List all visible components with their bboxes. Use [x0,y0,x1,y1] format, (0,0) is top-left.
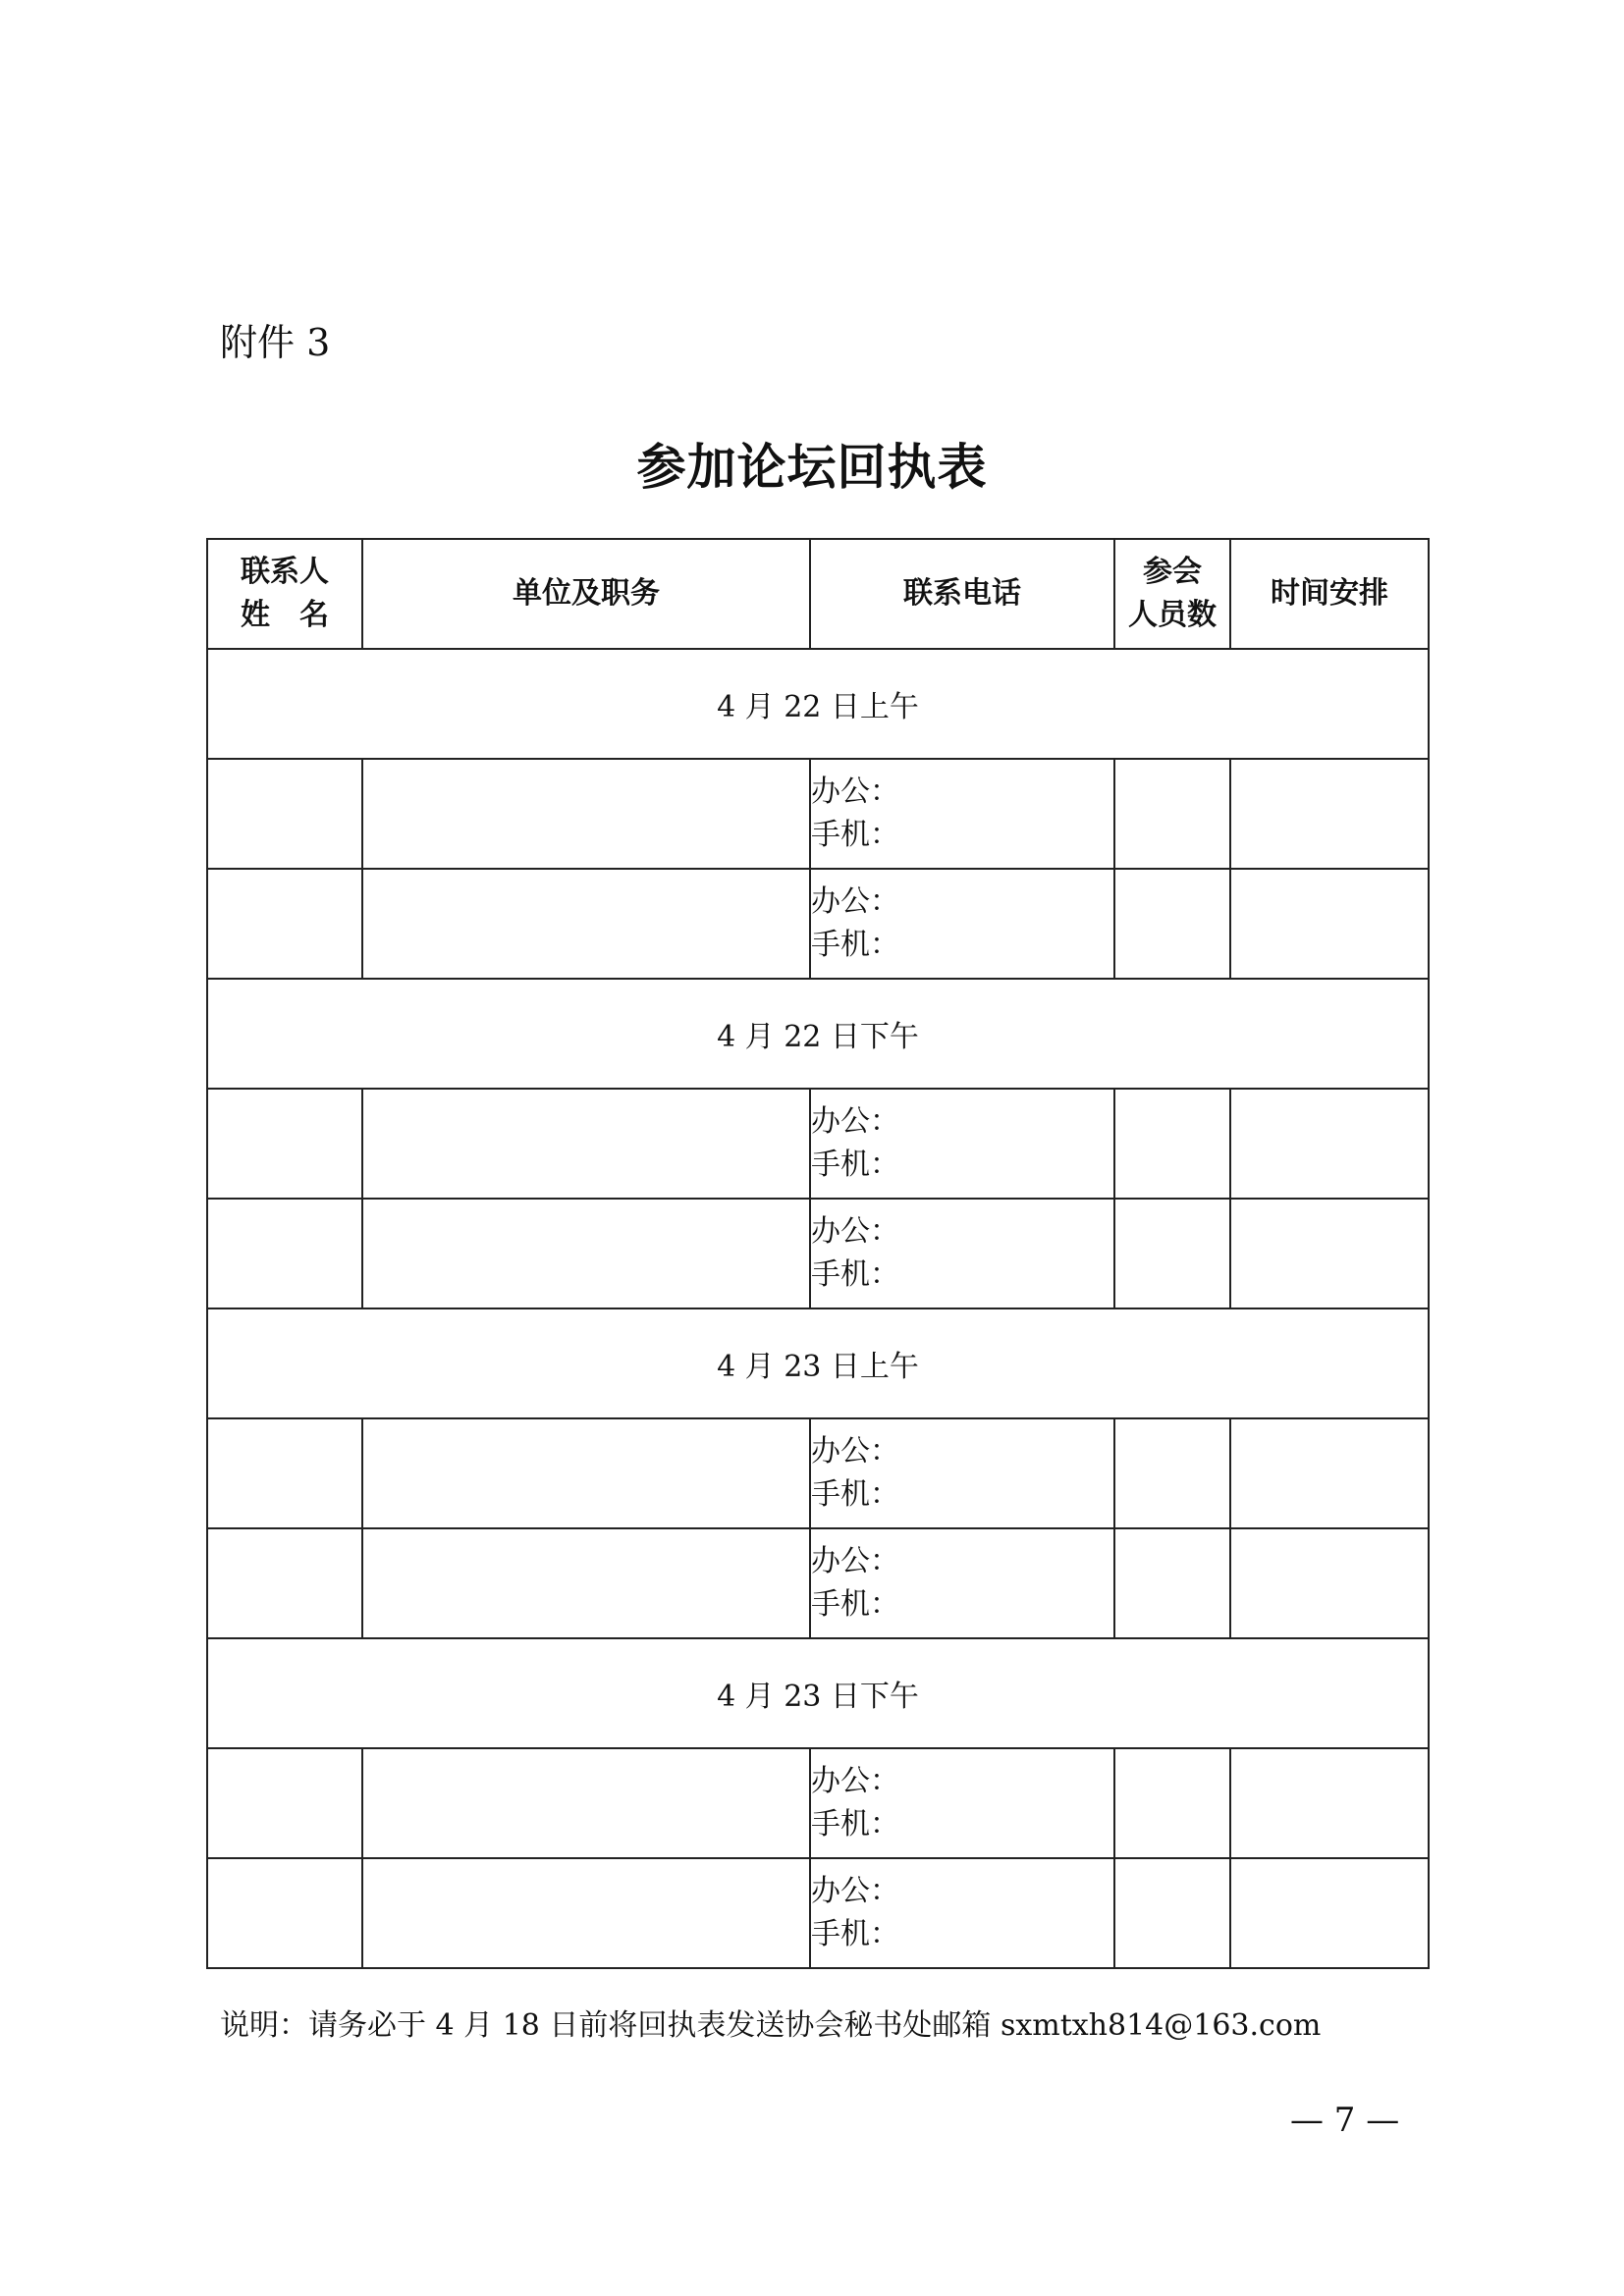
attendees-cell[interactable] [1114,1418,1230,1528]
contact-name-cell[interactable] [207,869,362,979]
office-label: 办公： [811,1874,899,1908]
mobile-label: 手机： [811,1807,899,1842]
table-row [207,1858,1429,1968]
phone-cell[interactable] [810,1418,1114,1528]
mobile-label: 手机： [811,928,899,962]
unit-position-cell[interactable] [362,1528,810,1638]
header-phone: 联系电话 [810,539,1114,649]
header-attendees [1114,539,1230,649]
attendees-cell[interactable] [1114,759,1230,869]
section-row [207,1308,1429,1418]
header-attendees-line2: 人员数 [1128,598,1217,632]
unit-position-cell[interactable] [362,1089,810,1199]
phone-cell[interactable] [810,1748,1114,1858]
unit-position-cell[interactable] [362,1418,810,1528]
instructions-note: 说明：请务必于 4 月 18 日前将回执表发送协会秘书处邮箱 sxmtxh814@163.com [220,2008,1322,2043]
page-number: — 7 — [1290,2101,1400,2140]
mobile-label: 手机： [811,1148,899,1182]
unit-position-cell[interactable] [362,869,810,979]
contact-name-cell[interactable] [207,759,362,869]
section-row [207,1638,1429,1748]
section-label: 4 月 23 日上午 [207,1308,1429,1418]
phone-cell[interactable] [810,759,1114,869]
unit-position-cell[interactable] [362,1858,810,1968]
office-label: 办公： [811,1764,899,1798]
contact-name-cell[interactable] [207,1528,362,1638]
phone-cell[interactable] [810,1089,1114,1199]
contact-name-cell[interactable] [207,1418,362,1528]
phone-cell[interactable] [810,1528,1114,1638]
table-row [207,1748,1429,1858]
attendees-cell[interactable] [1114,1748,1230,1858]
section-label: 4 月 23 日下午 [207,1638,1429,1748]
mobile-label: 手机： [811,818,899,852]
table-row [207,1199,1429,1308]
unit-position-cell[interactable] [362,1199,810,1308]
mobile-label: 手机： [811,1917,899,1951]
contact-name-cell[interactable] [207,1199,362,1308]
section-row [207,979,1429,1089]
header-contact-name [207,539,362,649]
office-label: 办公： [811,1214,899,1249]
schedule-cell[interactable] [1230,1858,1429,1968]
attachment-label: 附件 3 [220,321,331,364]
header-unit-position: 单位及职务 [362,539,810,649]
section-row [207,649,1429,759]
office-label: 办公： [811,884,899,919]
phone-cell[interactable] [810,869,1114,979]
section-label: 4 月 22 日上午 [207,649,1429,759]
office-label: 办公： [811,774,899,809]
attendees-cell[interactable] [1114,869,1230,979]
table-row [207,759,1429,869]
office-label: 办公： [811,1104,899,1139]
section-label: 4 月 22 日下午 [207,979,1429,1089]
header-attendees-line1: 参会 [1143,555,1202,589]
mobile-label: 手机： [811,1587,899,1622]
mobile-label: 手机： [811,1477,899,1512]
attendees-cell[interactable] [1114,1089,1230,1199]
contact-name-cell[interactable] [207,1858,362,1968]
unit-position-cell[interactable] [362,1748,810,1858]
reply-form-table [206,538,1430,1969]
schedule-cell[interactable] [1230,759,1429,869]
header-contact-line2: 姓 名 [241,598,329,632]
office-label: 办公： [811,1544,899,1578]
table-row [207,869,1429,979]
schedule-cell[interactable] [1230,869,1429,979]
contact-name-cell[interactable] [207,1089,362,1199]
header-schedule: 时间安排 [1230,539,1429,649]
phone-cell[interactable] [810,1199,1114,1308]
page-title: 参加论坛回执表 [636,439,988,496]
table-row [207,1418,1429,1528]
attendees-cell[interactable] [1114,1199,1230,1308]
phone-cell[interactable] [810,1858,1114,1968]
schedule-cell[interactable] [1230,1528,1429,1638]
table-row [207,1528,1429,1638]
schedule-cell[interactable] [1230,1089,1429,1199]
schedule-cell[interactable] [1230,1748,1429,1858]
schedule-cell[interactable] [1230,1199,1429,1308]
attendees-cell[interactable] [1114,1528,1230,1638]
header-contact-line1: 联系人 [241,555,329,589]
mobile-label: 手机： [811,1257,899,1292]
contact-name-cell[interactable] [207,1748,362,1858]
table-row [207,1089,1429,1199]
header-row [207,539,1429,649]
schedule-cell[interactable] [1230,1418,1429,1528]
office-label: 办公： [811,1434,899,1468]
unit-position-cell[interactable] [362,759,810,869]
attendees-cell[interactable] [1114,1858,1230,1968]
